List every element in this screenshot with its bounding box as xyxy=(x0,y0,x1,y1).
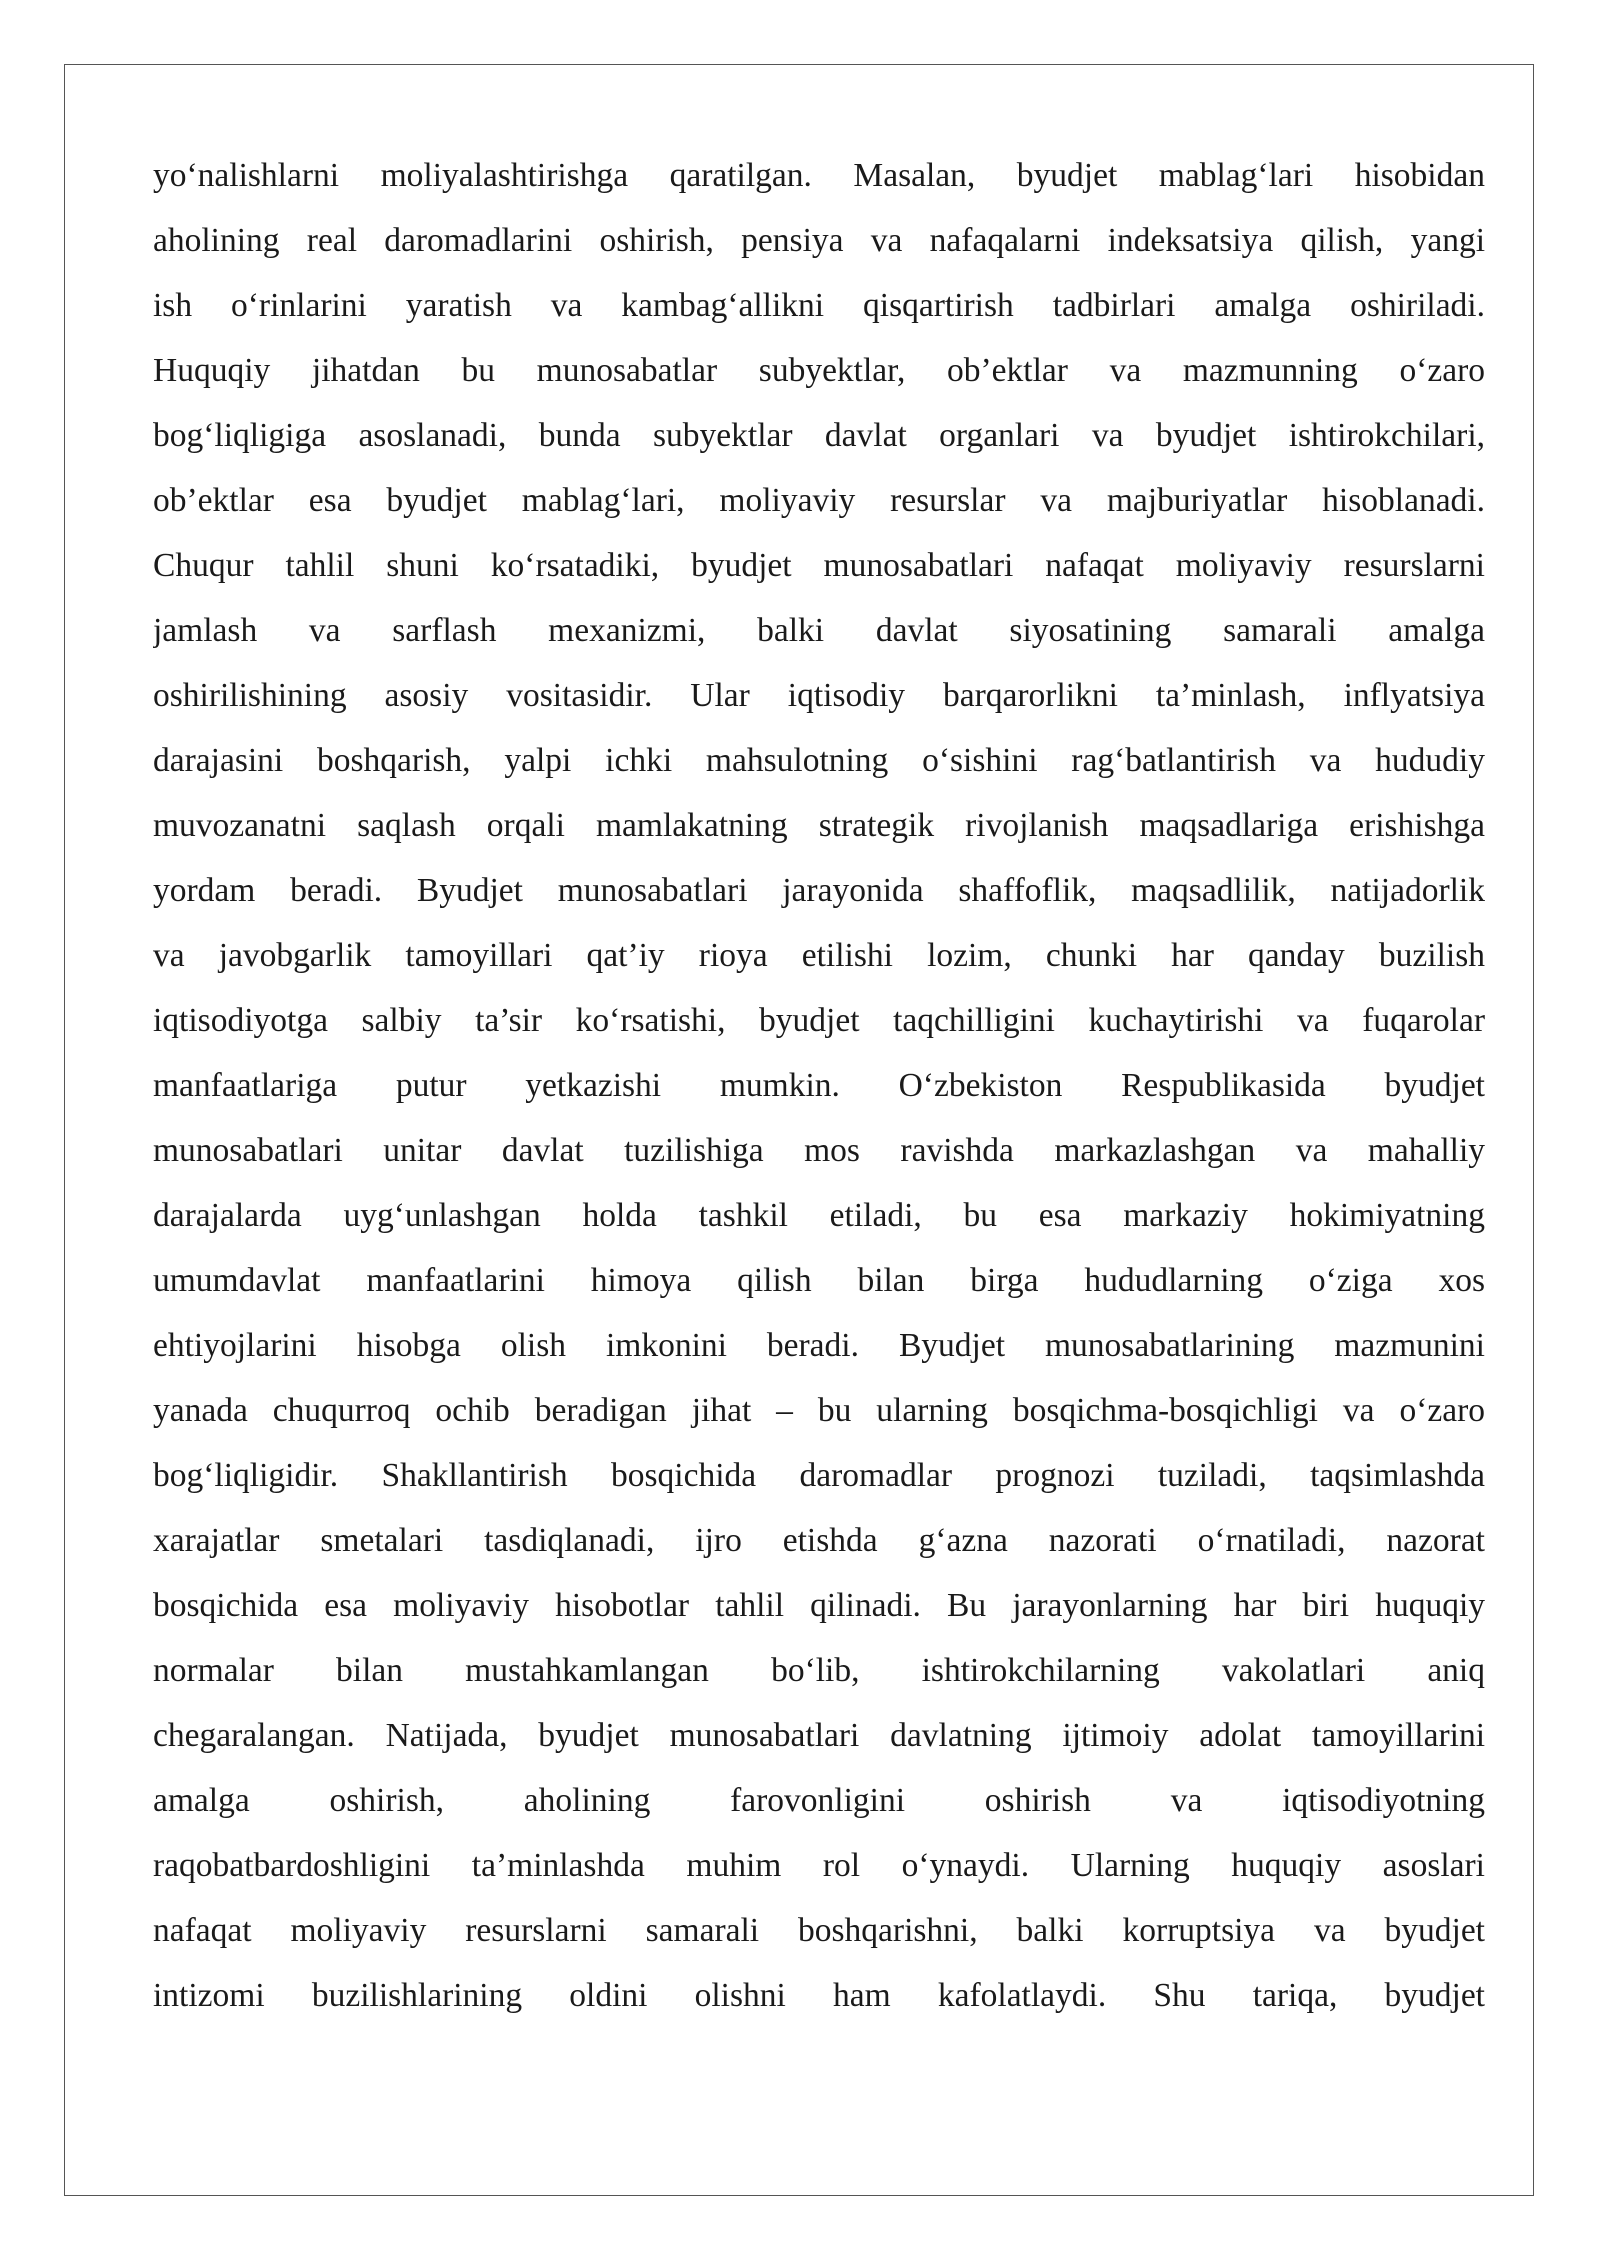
text-line: yo‘nalishlarni moliyalashtirishga qaratilgan. Masalan, byudjet mablag‘lari hisobidan xyxy=(153,157,1485,194)
text-line: yordam beradi. Byudjet munosabatlari jarayonida shaffoflik, maqsadlilik, natijadorlik xyxy=(153,872,1485,909)
text-line: darajasini boshqarish, yalpi ichki mahsulotning o‘sishini rag‘batlantirish va hududiy xyxy=(153,742,1485,779)
text-line: intizomi buzilishlarining oldini olishni ham kafolatlaydi. Shu tariqa, byudjet xyxy=(153,1977,1485,2014)
text-line: bog‘liqligidir. Shakllantirish bosqichida daromadlar prognozi tuziladi, taqsimlashda xyxy=(153,1457,1485,1494)
text-line: normalar bilan mustahkamlangan bo‘lib, ishtirokchilarning vakolatlari aniq xyxy=(153,1652,1485,1689)
text-line: va javobgarlik tamoyillari qat’iy rioya etilishi lozim, chunki har qanday buzilish xyxy=(153,937,1485,974)
text-line: amalga oshirish, aholining farovonligini oshirish va iqtisodiyotning xyxy=(153,1782,1485,1819)
text-line: bog‘liqligiga asoslanadi, bunda subyektlar davlat organlari va byudjet ishtirokchilari, xyxy=(153,417,1485,454)
text-line: bosqichida esa moliyaviy hisobotlar tahlil qilinadi. Bu jarayonlarning har biri huquqiy xyxy=(153,1587,1485,1624)
text-line: munosabatlari unitar davlat tuzilishiga mos ravishda markazlashgan va mahalliy xyxy=(153,1132,1485,1169)
text-line: Huquqiy jihatdan bu munosabatlar subyektlar, ob’ektlar va mazmunning o‘zaro xyxy=(153,352,1485,389)
text-line: Chuqur tahlil shuni ko‘rsatadiki, byudjet munosabatlari nafaqat moliyaviy resurslarni xyxy=(153,547,1485,584)
text-line: nafaqat moliyaviy resurslarni samarali boshqarishni, balki korruptsiya va byudjet xyxy=(153,1912,1485,1949)
text-line: aholining real daromadlarini oshirish, pensiya va nafaqalarni indeksatsiya qilish, yangi xyxy=(153,222,1485,259)
text-line: jamlash va sarflash mexanizmi, balki davlat siyosatining samarali amalga xyxy=(153,612,1485,649)
text-line: ob’ektlar esa byudjet mablag‘lari, moliyaviy resurslar va majburiyatlar hisoblanadi. xyxy=(153,482,1485,519)
text-line: darajalarda uyg‘unlashgan holda tashkil etiladi, bu esa markaziy hokimiyatning xyxy=(153,1197,1485,1234)
body-paragraph xyxy=(153,143,1485,2028)
text-line: muvozanatni saqlash orqali mamlakatning strategik rivojlanish maqsadlariga erishishga xyxy=(153,807,1485,844)
text-line: oshirilishining asosiy vositasidir. Ular iqtisodiy barqarorlikni ta’minlash, inflyatsiya xyxy=(153,677,1485,714)
text-line: ehtiyojlarini hisobga olish imkonini beradi. Byudjet munosabatlarining mazmunini xyxy=(153,1327,1485,1364)
text-line: raqobatbardoshligini ta’minlashda muhim rol o‘ynaydi. Ularning huquqiy asoslari xyxy=(153,1847,1485,1884)
text-line: umumdavlat manfaatlarini himoya qilish bilan birga hududlarning o‘ziga xos xyxy=(153,1262,1485,1299)
text-line: xarajatlar smetalari tasdiqlanadi, ijro etishda g‘azna nazorati o‘rnatiladi, nazorat xyxy=(153,1522,1485,1559)
text-line: yanada chuqurroq ochib beradigan jihat – bu ularning bosqichma-bosqichligi va o‘zaro xyxy=(153,1392,1485,1429)
text-line: iqtisodiyotga salbiy ta’sir ko‘rsatishi, byudjet taqchilligini kuchaytirishi va fuqarolar xyxy=(153,1002,1485,1039)
text-line: manfaatlariga putur yetkazishi mumkin. O‘zbekiston Respublikasida byudjet xyxy=(153,1067,1485,1104)
text-line: chegaralangan. Natijada, byudjet munosabatlari davlatning ijtimoiy adolat tamoyillarini xyxy=(153,1717,1485,1754)
text-line: ish o‘rinlarini yaratish va kambag‘allikni qisqartirish tadbirlari amalga oshiriladi. xyxy=(153,287,1485,324)
